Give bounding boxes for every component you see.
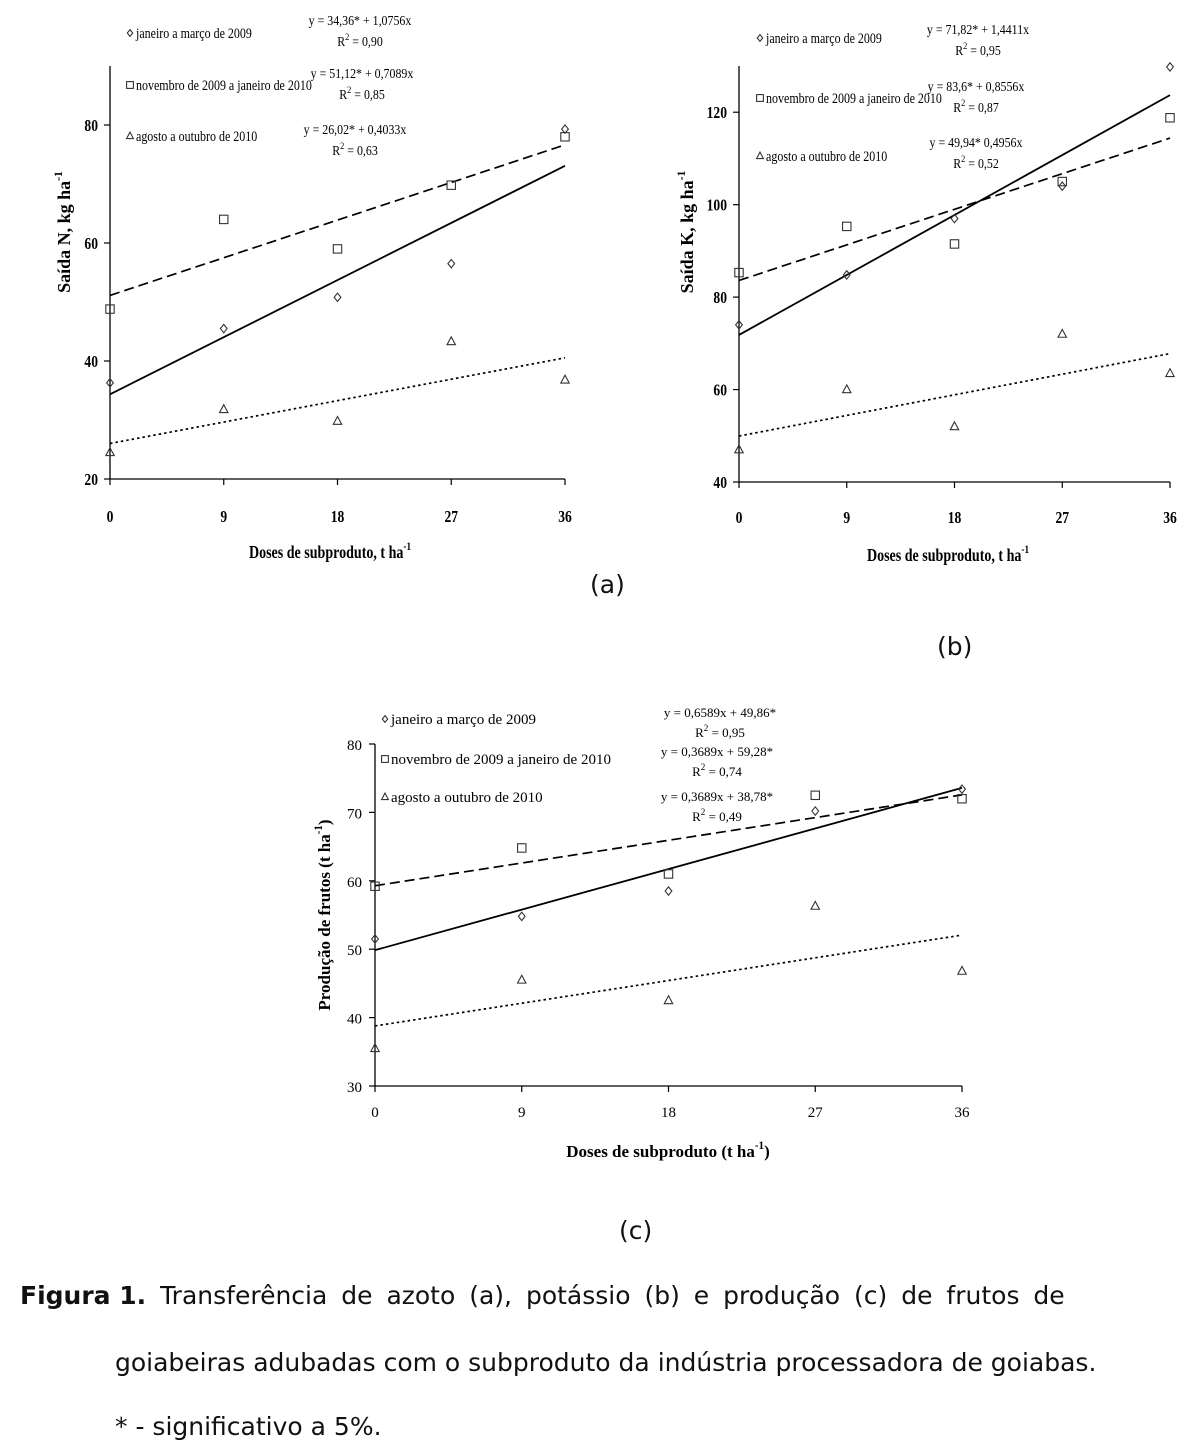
x-tick-label: 18	[330, 507, 345, 527]
r-squared-exp: 2	[961, 97, 966, 109]
data-point-diamond	[812, 807, 819, 815]
r-squared-label	[955, 40, 1001, 58]
y-tick-label: 100	[706, 196, 727, 216]
r-squared-exp: 2	[347, 84, 352, 96]
trend-line-dashed	[110, 145, 565, 296]
r-squared-label	[692, 762, 742, 779]
series-triangle	[371, 901, 966, 1051]
figure-caption-line-3: * - significativo a 5%.	[115, 1412, 382, 1441]
series-triangle	[735, 329, 1174, 452]
r-squared-label	[337, 31, 383, 49]
y-tick-label: 60	[713, 381, 727, 400]
x-axis-label-end: )	[764, 1142, 770, 1161]
regression-equation: y = 51,12* + 0,7089x	[310, 65, 414, 82]
r-squared-value: = 0,63	[344, 142, 378, 159]
r-squared-value: = 0,87	[965, 99, 999, 116]
legend-entry	[127, 128, 258, 145]
x-axis-label	[249, 541, 411, 562]
r-squared-exp: 2	[340, 140, 345, 152]
r-squared-value: = 0,74	[705, 764, 742, 779]
legend-label: novembro de 2009 a janeiro de 2010	[391, 752, 611, 768]
y-axis-label-sup: -1	[313, 825, 325, 835]
legend-label: janeiro a março de 2009	[766, 29, 882, 47]
r-squared-r: R	[339, 86, 348, 103]
trend-line-solid	[110, 166, 565, 394]
data-point-diamond	[448, 259, 455, 267]
legend-entry	[382, 790, 543, 806]
data-point-triangle	[561, 375, 569, 383]
data-point-diamond	[220, 324, 227, 332]
regression-equation: y = 49,94* 0,4956x	[929, 134, 1023, 151]
y-tick-label: 120	[706, 103, 727, 123]
r-squared-r: R	[692, 809, 701, 824]
y-tick-label: 20	[84, 470, 98, 490]
legend-marker-triangle	[127, 132, 134, 138]
legend-marker-square	[127, 82, 134, 89]
trend-line-dotted	[110, 358, 565, 444]
legend-entry	[382, 752, 611, 768]
figure-caption-line-1	[20, 1281, 1065, 1310]
regression-equation: y = 26,02* + 0,4033x	[303, 121, 407, 138]
data-point-square	[843, 222, 851, 230]
x-tick-label: 0	[106, 507, 114, 527]
data-point-triangle	[220, 405, 228, 413]
trend-line-dotted	[739, 354, 1170, 436]
x-axis-label-text: Doses de subproduto, t ha	[248, 543, 404, 563]
trend-line-dashed	[375, 795, 962, 886]
legend-marker-diamond	[757, 35, 762, 42]
regression-equation: y = 0,3689x + 38,78*	[660, 789, 774, 804]
caption-label: Figura 1.	[20, 1281, 147, 1310]
y-tick-label: 80	[713, 288, 727, 308]
y-axis-label	[675, 170, 697, 293]
r-squared-label	[953, 97, 999, 115]
data-point-triangle	[950, 422, 958, 430]
y-axis-label-sup: -1	[52, 171, 65, 181]
series-square	[371, 791, 966, 890]
legend-marker-diamond	[127, 30, 132, 37]
data-point-triangle	[664, 996, 672, 1004]
x-axis-label	[867, 544, 1029, 565]
x-tick-label: 18	[661, 1105, 676, 1121]
y-tick-label: 40	[713, 473, 727, 493]
legend-entry	[127, 77, 312, 94]
x-tick-label: 36	[1163, 508, 1177, 528]
x-axis-label-text: Doses de subproduto, t ha	[866, 546, 1022, 566]
regression-equation: y = 0,6589x + 49,86*	[663, 705, 777, 720]
r-squared-label	[692, 807, 742, 824]
y-tick-label: 30	[347, 1080, 362, 1096]
y-tick-label: 40	[84, 352, 98, 372]
data-point-diamond	[518, 912, 525, 920]
data-point-triangle	[333, 416, 341, 424]
r-squared-exp: 2	[700, 807, 706, 817]
y-axis-label-end: )	[315, 819, 334, 826]
y-axis-label-text: Saída K, kg ha	[677, 180, 697, 294]
legend-entry	[127, 25, 252, 42]
x-tick-label: 36	[954, 1105, 970, 1121]
legend-label: novembro de 2009 a janeiro de 2010	[136, 76, 312, 94]
x-tick-label: 27	[1055, 508, 1070, 528]
series-diamond	[107, 125, 569, 394]
legend-label: janeiro a março de 2009	[391, 712, 536, 728]
r-squared-r: R	[955, 42, 964, 59]
x-tick-label: 36	[558, 507, 572, 527]
y-axis-label-text: Produção de frutos (t ha	[315, 834, 334, 1011]
r-squared-r: R	[332, 142, 341, 159]
caption-text: Transferência de azoto (a), potássio (b) e produção (c) de frutos de	[146, 1281, 1065, 1310]
y-tick-label: 60	[347, 874, 362, 891]
data-point-square	[1166, 114, 1174, 122]
x-axis-label	[566, 1140, 770, 1161]
regression-equation: y = 71,82* + 1,4411x	[926, 21, 1030, 38]
legend-label: agosto a outubro de 2010	[391, 790, 543, 806]
panel-a-label: (a)	[590, 570, 625, 599]
legend-label: novembro de 2009 a janeiro de 2010	[766, 89, 942, 107]
series-triangle	[106, 337, 569, 456]
r-squared-value: = 0,52	[965, 155, 999, 172]
legend-marker-square	[757, 95, 764, 102]
legend-entry	[757, 90, 942, 107]
panel-b-label: (b)	[937, 632, 973, 661]
data-point-square	[950, 240, 958, 248]
x-tick-label: 0	[371, 1105, 379, 1121]
regression-equation: y = 34,36* + 1,0756x	[308, 12, 412, 29]
x-tick-label: 9	[843, 508, 851, 528]
x-tick-label: 9	[518, 1105, 526, 1121]
chart-panel-a	[52, 12, 572, 562]
legend-label: agosto a outubro de 2010	[136, 127, 258, 145]
chart-panel-b	[675, 21, 1177, 565]
trend-line-solid	[375, 788, 962, 950]
r-squared-r: R	[337, 33, 346, 50]
x-tick-label: 27	[807, 1105, 823, 1121]
panel-c-label: (c)	[619, 1216, 653, 1245]
r-squared-exp: 2	[345, 31, 350, 43]
r-squared-r: R	[692, 764, 701, 779]
series-square	[106, 133, 569, 314]
r-squared-value: = 0,49	[705, 809, 742, 824]
data-point-triangle	[1166, 369, 1174, 377]
r-squared-exp: 2	[700, 762, 706, 772]
series-diamond	[372, 785, 966, 950]
data-point-triangle	[843, 385, 851, 393]
y-axis-label	[313, 819, 334, 1010]
r-squared-value: = 0,85	[351, 86, 385, 103]
legend-entry	[757, 30, 882, 47]
legend-marker-diamond	[382, 716, 387, 723]
legend-label: agosto a outubro de 2010	[766, 147, 888, 165]
data-point-square	[518, 844, 526, 852]
figure-caption-line-2: goiabeiras adubadas com o subproduto da indústria processadora de goiabas.	[115, 1348, 1097, 1377]
legend-entry	[382, 712, 536, 728]
y-tick-label: 80	[347, 738, 362, 754]
y-axis-label	[52, 171, 74, 293]
r-squared-value: = 0,95	[967, 42, 1001, 59]
data-point-square	[220, 215, 228, 223]
data-point-triangle	[958, 966, 966, 974]
y-axis-label-text: Saída N, kg ha	[54, 180, 74, 293]
x-axis-label-sup: -1	[403, 541, 412, 554]
r-squared-exp: 2	[963, 40, 968, 52]
y-tick-label: 80	[84, 116, 98, 136]
legend-marker-triangle	[382, 793, 389, 799]
legend-marker-square	[382, 756, 389, 763]
trend-line-dotted	[375, 935, 962, 1026]
x-tick-label: 27	[444, 507, 459, 527]
r-squared-r: R	[695, 725, 704, 740]
r-squared-label	[695, 723, 745, 740]
data-point-triangle	[518, 975, 526, 983]
r-squared-exp: 2	[703, 723, 709, 733]
y-axis-label-sup: -1	[675, 170, 688, 181]
r-squared-label	[953, 153, 999, 171]
x-axis-label-text: Doses de subproduto (t ha	[566, 1142, 755, 1161]
y-tick-label: 60	[84, 234, 98, 254]
data-point-square	[811, 791, 819, 799]
r-squared-r: R	[953, 155, 962, 172]
data-point-triangle	[811, 901, 819, 909]
r-squared-label	[339, 84, 385, 102]
data-point-triangle	[447, 337, 455, 345]
r-squared-value: = 0,90	[349, 33, 383, 50]
x-tick-label: 18	[947, 508, 962, 528]
data-point-diamond	[334, 293, 341, 301]
y-tick-label: 40	[347, 1011, 362, 1028]
data-point-square	[333, 245, 341, 253]
data-point-diamond	[1167, 63, 1174, 71]
x-axis-label-sup: -1	[1021, 544, 1030, 557]
legend-entry	[757, 148, 888, 165]
regression-equation: y = 83,6* + 0,8556x	[927, 78, 1025, 95]
regression-equation: y = 0,3689x + 59,28*	[660, 744, 774, 759]
x-axis-label-sup: -1	[754, 1140, 765, 1152]
y-tick-label: 50	[347, 943, 362, 960]
chart-panel-c	[313, 705, 970, 1161]
r-squared-label	[332, 140, 378, 158]
r-squared-exp: 2	[961, 153, 966, 165]
data-point-triangle	[1058, 329, 1066, 337]
x-tick-label: 9	[220, 507, 228, 527]
y-tick-label: 70	[347, 806, 362, 823]
data-point-diamond	[665, 887, 672, 895]
legend-label: janeiro a março de 2009	[136, 24, 252, 42]
x-tick-label: 0	[735, 508, 743, 528]
data-point-square	[664, 870, 672, 878]
r-squared-r: R	[953, 99, 962, 116]
r-squared-value: = 0,95	[708, 725, 745, 740]
legend-marker-triangle	[757, 152, 764, 158]
